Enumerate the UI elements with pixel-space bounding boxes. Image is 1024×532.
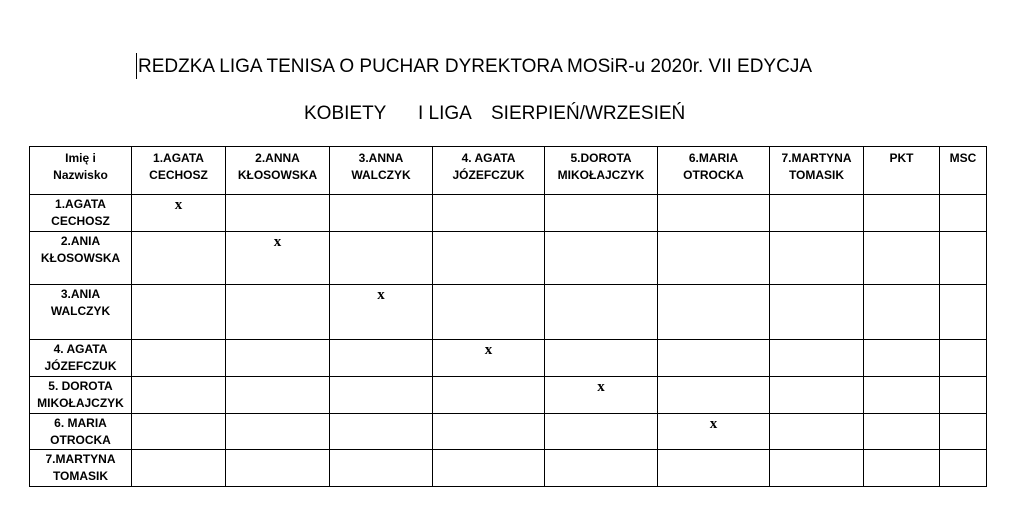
msc-cell[interactable] <box>940 377 987 414</box>
result-cell[interactable] <box>132 340 226 377</box>
msc-cell[interactable] <box>940 414 987 450</box>
result-cell[interactable] <box>770 285 864 340</box>
result-cell[interactable] <box>433 285 545 340</box>
pkt-cell[interactable] <box>864 340 940 377</box>
result-cell[interactable] <box>770 450 864 487</box>
document-title: REDZKA LIGA TENISA O PUCHAR DYREKTORA MOSiR-u 2020r. VII EDYCJA <box>138 56 812 77</box>
table-row <box>30 285 987 340</box>
row-player-name: 5. DOROTA MIKOŁAJCZYK <box>30 377 132 414</box>
table-row <box>30 450 987 487</box>
table-row <box>30 232 987 285</box>
result-cell[interactable] <box>132 232 226 285</box>
table-row <box>30 195 987 232</box>
pkt-cell[interactable] <box>864 414 940 450</box>
result-cell[interactable] <box>658 195 770 232</box>
row-player-name: 2.ANIA KŁOSOWSKA <box>30 232 132 285</box>
result-cell[interactable] <box>226 377 330 414</box>
pkt-cell[interactable] <box>864 285 940 340</box>
result-cell[interactable] <box>545 195 658 232</box>
pkt-cell[interactable] <box>864 232 940 285</box>
header-name-column: Imię i Nazwisko <box>30 147 132 195</box>
result-cell[interactable]: x <box>226 232 330 285</box>
header-pkt: PKT <box>864 147 940 195</box>
result-cell[interactable] <box>226 450 330 487</box>
result-cell[interactable] <box>433 414 545 450</box>
result-cell[interactable] <box>330 232 433 285</box>
result-cell[interactable] <box>330 195 433 232</box>
result-cell[interactable] <box>770 377 864 414</box>
subtitle-period: SIERPIEŃ/WRZESIEŃ <box>491 103 686 124</box>
result-cell[interactable] <box>545 414 658 450</box>
table-row <box>30 340 987 377</box>
row-player-name: 6. MARIA OTROCKA <box>30 414 132 450</box>
result-cell[interactable] <box>770 414 864 450</box>
result-cell[interactable] <box>658 285 770 340</box>
header-player-7: 7.MARTYNA TOMASIK <box>770 147 864 195</box>
result-cell[interactable] <box>433 450 545 487</box>
result-cell[interactable] <box>770 232 864 285</box>
result-cell[interactable] <box>433 377 545 414</box>
result-cell[interactable] <box>545 340 658 377</box>
row-player-name: 4. AGATA JÓZEFCZUK <box>30 340 132 377</box>
result-cell[interactable] <box>132 414 226 450</box>
header-player-5: 5.DOROTA MIKOŁAJCZYK <box>545 147 658 195</box>
header-player-4: 4. AGATA JÓZEFCZUK <box>433 147 545 195</box>
result-cell[interactable] <box>433 232 545 285</box>
result-cell[interactable] <box>132 450 226 487</box>
header-msc: MSC <box>940 147 987 195</box>
subtitle-league: I LIGA <box>418 103 472 124</box>
result-cell[interactable] <box>433 195 545 232</box>
result-cell[interactable] <box>770 195 864 232</box>
msc-cell[interactable] <box>940 285 987 340</box>
result-cell[interactable] <box>132 377 226 414</box>
row-player-name: 1.AGATA CECHOSZ <box>30 195 132 232</box>
result-cell[interactable]: x <box>330 285 433 340</box>
result-cell[interactable] <box>226 285 330 340</box>
msc-cell[interactable] <box>940 450 987 487</box>
result-cell[interactable] <box>330 377 433 414</box>
result-cell[interactable]: x <box>658 414 770 450</box>
result-cell[interactable] <box>226 195 330 232</box>
result-cell[interactable] <box>226 340 330 377</box>
result-cell[interactable]: x <box>545 377 658 414</box>
pkt-cell[interactable] <box>864 377 940 414</box>
table-row <box>30 414 987 450</box>
result-cell[interactable] <box>132 285 226 340</box>
header-row <box>30 147 987 195</box>
result-cell[interactable] <box>658 232 770 285</box>
subtitle-category: KOBIETY <box>304 103 387 124</box>
result-cell[interactable]: x <box>132 195 226 232</box>
result-cell[interactable] <box>545 285 658 340</box>
result-cell[interactable] <box>658 450 770 487</box>
pkt-cell[interactable] <box>864 450 940 487</box>
msc-cell[interactable] <box>940 195 987 232</box>
header-player-6: 6.MARIA OTROCKA <box>658 147 770 195</box>
msc-cell[interactable] <box>940 340 987 377</box>
result-cell[interactable] <box>770 340 864 377</box>
result-cell[interactable] <box>658 377 770 414</box>
msc-cell[interactable] <box>940 232 987 285</box>
result-cell[interactable] <box>330 340 433 377</box>
row-player-name: 3.ANIA WALCZYK <box>30 285 132 340</box>
result-cell[interactable] <box>658 340 770 377</box>
results-table <box>29 146 987 487</box>
header-player-3: 3.ANNA WALCZYK <box>330 147 433 195</box>
table-row <box>30 377 987 414</box>
result-cell[interactable] <box>330 450 433 487</box>
pkt-cell[interactable] <box>864 195 940 232</box>
result-cell[interactable] <box>545 232 658 285</box>
result-cell[interactable]: x <box>433 340 545 377</box>
result-cell[interactable] <box>226 414 330 450</box>
result-cell[interactable] <box>330 414 433 450</box>
text-cursor <box>136 53 137 79</box>
row-player-name: 7.MARTYNA TOMASIK <box>30 450 132 487</box>
header-player-1: 1.AGATA CECHOSZ <box>132 147 226 195</box>
result-cell[interactable] <box>545 450 658 487</box>
header-player-2: 2.ANNA KŁOSOWSKA <box>226 147 330 195</box>
